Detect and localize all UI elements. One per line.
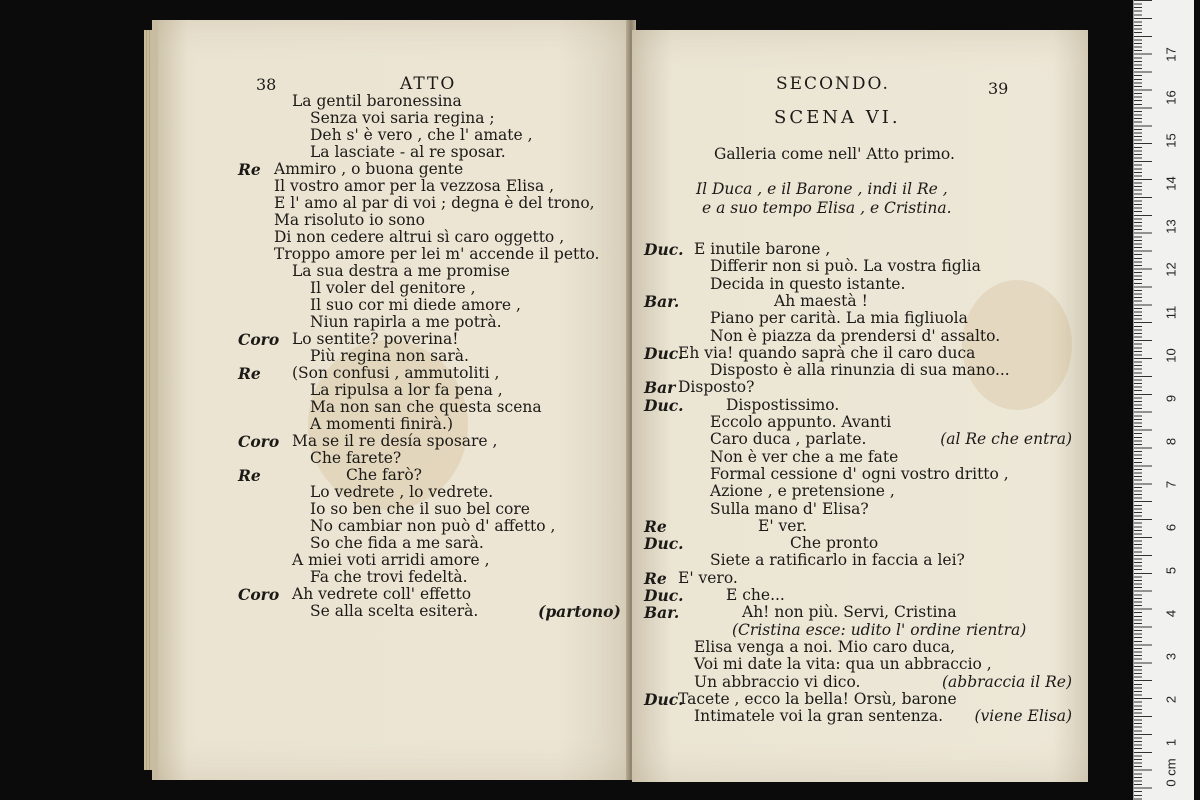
verse-line: Troppo amore per lei m' accende il petto. — [274, 245, 600, 263]
speaker-label: Re — [238, 364, 261, 383]
verse-line: Eccolo appunto. Avanti — [710, 413, 892, 431]
ruler-number: 6 — [1163, 523, 1179, 532]
verse-line: E inutile barone , — [694, 240, 831, 258]
verse-line: Di non cedere altrui sì caro oggetto , — [274, 228, 565, 246]
speaker-label: Bar. — [644, 603, 680, 623]
right-page — [632, 30, 1088, 782]
scene-title: SCENA VI. — [774, 107, 901, 128]
verse-line: Dispostissimo. — [726, 395, 840, 414]
paper-stain — [962, 280, 1072, 410]
verse-line: E' vero. — [678, 568, 738, 587]
verse-line: Disposto è alla rinunzia di sua mano... — [710, 361, 1010, 380]
stage-direction: (al Re che entra) — [940, 430, 1072, 449]
verse-line: Ma non san che questa scena — [310, 398, 542, 416]
speaker-label: Duc. — [644, 343, 684, 363]
open-book — [152, 20, 1090, 780]
speaker-label: Coro — [238, 432, 280, 451]
ruler-number: 9 — [1163, 394, 1179, 403]
speaker-label: Duc. — [644, 689, 684, 709]
verse-line: Un abbraccio vi dico. — [694, 672, 861, 691]
characters-line: e a suo tempo Elisa , e Cristina. — [702, 199, 952, 217]
verse-line: Eh via! quando saprà che il caro duca — [678, 343, 976, 362]
ruler-number: 13 — [1163, 219, 1179, 234]
left-running-header: ATTO — [400, 74, 457, 94]
ruler-number: 15 — [1163, 133, 1179, 148]
verse-line: Senza voi saria regina ; — [310, 109, 495, 127]
verse-line: Fa che trovi fedeltà. — [310, 568, 468, 586]
verse-line: Ammiro , o buona gente — [274, 160, 464, 178]
verse-line: A miei voti arridi amore , — [292, 551, 490, 569]
verse-line: Che pronto — [790, 534, 879, 553]
verse-line: Ah! non più. Servi, Cristina — [742, 603, 957, 622]
verse-line: Lo sentite? poverina! — [292, 330, 459, 348]
verse-line: Il suo cor mi diede amore , — [310, 296, 521, 314]
verse-line: E' ver. — [758, 516, 808, 535]
ruler-number: 3 — [1163, 652, 1179, 661]
characters-line: Il Duca , e il Barone , indi il Re , — [696, 180, 948, 198]
verse-line: Tacete , ecco la bella! Orsù, barone — [678, 689, 957, 708]
verse-line: Intimatele voi la gran sentenza. — [694, 707, 944, 726]
ruler-ticks — [1134, 0, 1152, 800]
verse-line: Il vostro amor per la vezzosa Elisa , — [274, 177, 555, 195]
speaker-label: Bar. — [644, 291, 680, 311]
speaker-label: Bar — [644, 378, 676, 398]
verse-line: Il voler del genitore , — [310, 279, 476, 297]
stage-direction: (viene Elisa) — [974, 707, 1072, 726]
verse-line: Decida in questo istante. — [710, 274, 906, 293]
verse-line: Non è ver che a me fate — [710, 447, 899, 466]
verse-line: La sua destra a me promise — [292, 262, 510, 280]
verse-line: Io so ben che il suo bel core — [310, 500, 530, 518]
verse-line: La lasciate - al re sposar. — [310, 143, 506, 161]
ruler-number: 11 — [1163, 305, 1179, 320]
ruler-number: 7 — [1163, 480, 1179, 489]
stage-direction: (abbraccia il Re) — [941, 672, 1072, 691]
verse-line: Che farò? — [346, 466, 422, 484]
speaker-label: Duc. — [644, 534, 684, 554]
verse-line: No cambiar non può d' affetto , — [310, 517, 556, 535]
speaker-label: Re — [644, 568, 667, 588]
speaker-label: Duc. — [644, 240, 684, 259]
ruler-number: 14 — [1163, 176, 1179, 191]
ruler-unit-label: 0 cm — [1163, 758, 1179, 787]
speaker-label: Duc. — [644, 395, 684, 415]
ruler-number: 12 — [1163, 262, 1179, 277]
verse-line: A momenti finirà.) — [310, 415, 454, 433]
speaker-label: Re — [644, 516, 667, 536]
verse-line: (Son confusi , ammutoliti , — [292, 364, 500, 382]
verse-line: Sulla mano d' Elisa? — [710, 499, 869, 518]
measurement-ruler — [1133, 0, 1194, 800]
verse-line: Voi mi date la vita: qua un abbraccio , — [694, 655, 992, 674]
verse-line: Azione , e pretensione , — [710, 482, 895, 501]
verse-line: Se alla scelta esiterà. — [310, 602, 479, 620]
ruler-number: 17 — [1163, 47, 1179, 62]
verse-line: Siete a ratificarlo in faccia a lei? — [710, 551, 965, 570]
verse-line: La gentil baronessina — [292, 92, 462, 110]
speaker-label: Re — [238, 160, 261, 179]
verse-line: Lo vedrete , lo vedrete. — [310, 483, 494, 501]
verse-line: Differir non si può. La vostra figlia — [710, 257, 981, 276]
verse-line: Che farete? — [310, 449, 402, 467]
verse-line: Disposto? — [678, 378, 755, 397]
stage-direction: (Cristina esce: udito l' ordine rientra) — [732, 620, 1027, 639]
ruler-number: 16 — [1163, 90, 1179, 105]
stage-direction: (partono) — [538, 602, 621, 621]
verse-line: Piano per carità. La mia figliuola — [710, 309, 968, 328]
right-page-number: 39 — [988, 79, 1009, 98]
verse-line: E l' amo al par di voi ; degna è del trono, — [274, 194, 595, 212]
verse-line: Elisa venga a noi. Mio caro duca, — [694, 637, 956, 656]
ruler-number: 1 — [1163, 738, 1179, 747]
verse-line: So che fida a me sarà. — [310, 534, 484, 552]
ruler-number: 8 — [1163, 437, 1179, 446]
ruler-number: 2 — [1163, 695, 1179, 704]
verse-line: Niun rapirla a me potrà. — [310, 313, 502, 331]
verse-line: La ripulsa a lor fa pena , — [310, 381, 503, 399]
verse-line: Ma se il re desía sposare , — [292, 432, 498, 450]
verse-line: Ma risoluto io sono — [274, 211, 425, 229]
ruler-number: 5 — [1163, 566, 1179, 575]
speaker-label: Duc. — [644, 586, 684, 605]
speaker-label: Coro — [238, 585, 280, 604]
speaker-label: Re — [238, 466, 261, 485]
ruler-number: 4 — [1163, 609, 1179, 618]
verse-line: Deh s' è vero , che l' amate , — [310, 126, 533, 144]
ruler-number: 10 — [1163, 348, 1179, 363]
verse-line: Formal cessione d' ogni vostro dritto , — [710, 464, 1009, 483]
speaker-label: Coro — [238, 330, 280, 349]
verse-line: E che... — [726, 586, 785, 604]
left-page-number: 38 — [256, 75, 277, 94]
verse-line: Ah maestà ! — [774, 291, 868, 310]
right-running-header: SECONDO. — [776, 74, 890, 94]
scene-setting: Galleria come nell' Atto primo. — [714, 145, 955, 163]
verse-line: Ah vedrete coll' effetto — [292, 585, 472, 603]
verse-line: Caro duca , parlate. — [710, 430, 867, 449]
left-page — [152, 20, 636, 780]
verse-line: Non è piazza da prendersi d' assalto. — [710, 326, 1001, 345]
verse-line: Più regina non sarà. — [310, 347, 469, 365]
